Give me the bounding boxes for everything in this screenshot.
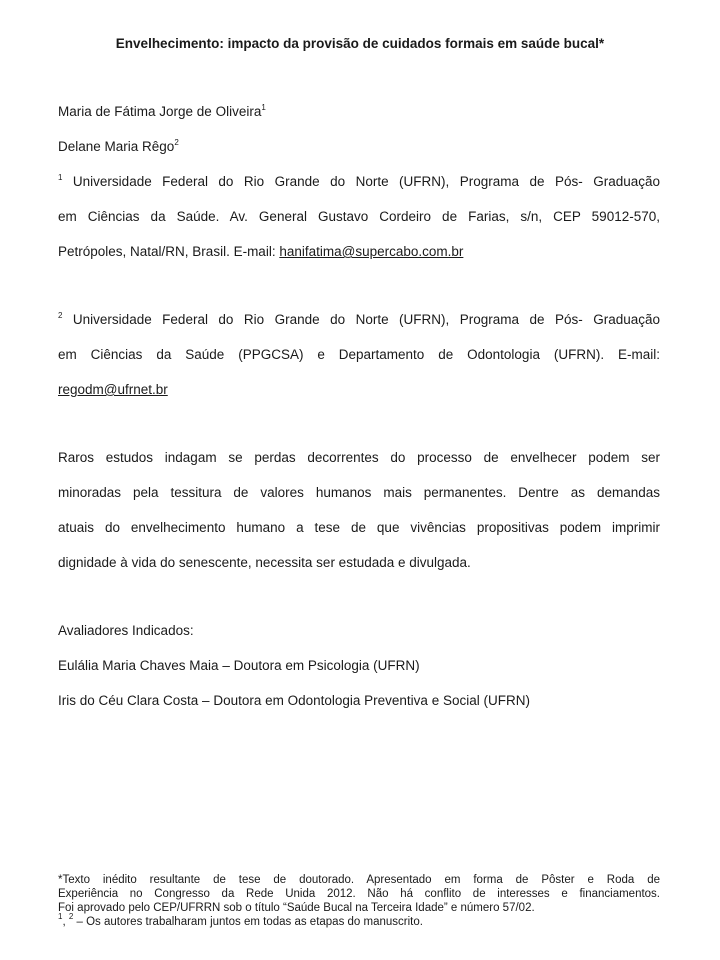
affiliation-superscript: 1 xyxy=(58,173,63,182)
footnote xyxy=(58,873,660,929)
affiliation-2-line-1 xyxy=(58,312,660,327)
affiliation-text: Petrópoles, Natal/RN, Brasil. E-mail: xyxy=(58,244,280,259)
affiliation-1-line-1 xyxy=(58,174,660,189)
abstract-line: dignidade à vida do senescente, necessita ser estudada e divulgada. xyxy=(58,555,471,570)
footnote-line: Experiência no Congresso da Rede Unida 2012. Não há conflito de interesses e financiamentos. xyxy=(58,888,660,900)
affiliation-2-line-2: em Ciências da Saúde (PPGCSA) e Departamento de Odontologia (UFRN). E-mail: xyxy=(58,347,660,362)
footnote-authors-line xyxy=(58,912,660,929)
affiliation-2-line-3 xyxy=(58,382,168,397)
footnote-superscript: 2 xyxy=(68,912,74,921)
author-superscript: 1 xyxy=(261,103,266,112)
author-name: Maria de Fátima Jorge de Oliveira xyxy=(58,104,262,119)
reviewer-item: Eulália Maria Chaves Maia – Doutora em Psicologia (UFRN) xyxy=(58,658,420,673)
author-superscript: 2 xyxy=(174,138,179,147)
footnote-line: Foi aprovado pelo CEP/UFRRN sob o título “Saúde Bucal na Terceira Idade” e número 57/02. xyxy=(58,902,535,914)
footnote-text: – Os autores trabalharam juntos em todas as etapas do manuscrito. xyxy=(73,916,423,928)
affiliation-text: Universidade Federal do Rio Grande do Norte (UFRN), Programa de Pós- Graduação xyxy=(72,312,660,327)
reviewer-item: Iris do Céu Clara Costa – Doutora em Odontologia Preventiva e Social (UFRN) xyxy=(58,693,530,708)
footnote-superscript: 1 xyxy=(58,912,63,921)
author-name: Delane Maria Rêgo xyxy=(58,139,175,154)
abstract-line: minoradas pela tessitura de valores humanos mais permanentes. Dentre as demandas xyxy=(58,485,660,500)
affiliation-text: Universidade Federal do Rio Grande do Norte (UFRN), Programa de Pós- Graduação xyxy=(72,174,660,189)
email-link-1[interactable]: hanifatima@supercabo.com.br xyxy=(279,244,464,259)
author-2 xyxy=(58,139,179,154)
author-1 xyxy=(58,104,266,119)
footnote-separator: , xyxy=(62,916,69,928)
footnote-line: *Texto inédito resultante de tese de doutorado. Apresentado em forma de Pôster e Roda de xyxy=(58,874,660,886)
affiliation-1-line-2: em Ciências da Saúde. Av. General Gustavo Cordeiro de Farias, s/n, CEP 59012-570, xyxy=(58,209,660,224)
abstract-line: Raros estudos indagam se perdas decorrentes do processo de envelhecer podem ser xyxy=(58,450,660,465)
affiliation-1-line-3 xyxy=(58,244,463,259)
affiliation-superscript: 2 xyxy=(58,311,63,320)
document-title: Envelhecimento: impacto da provisão de cuidados formais em saúde bucal* xyxy=(115,36,605,51)
abstract-line: atuais do envelhecimento humano a tese de que vivências propositivas podem imprimir xyxy=(58,520,660,535)
reviewers-heading: Avaliadores Indicados: xyxy=(58,623,194,638)
email-link-2[interactable]: regodm@ufrnet.br xyxy=(58,382,168,397)
